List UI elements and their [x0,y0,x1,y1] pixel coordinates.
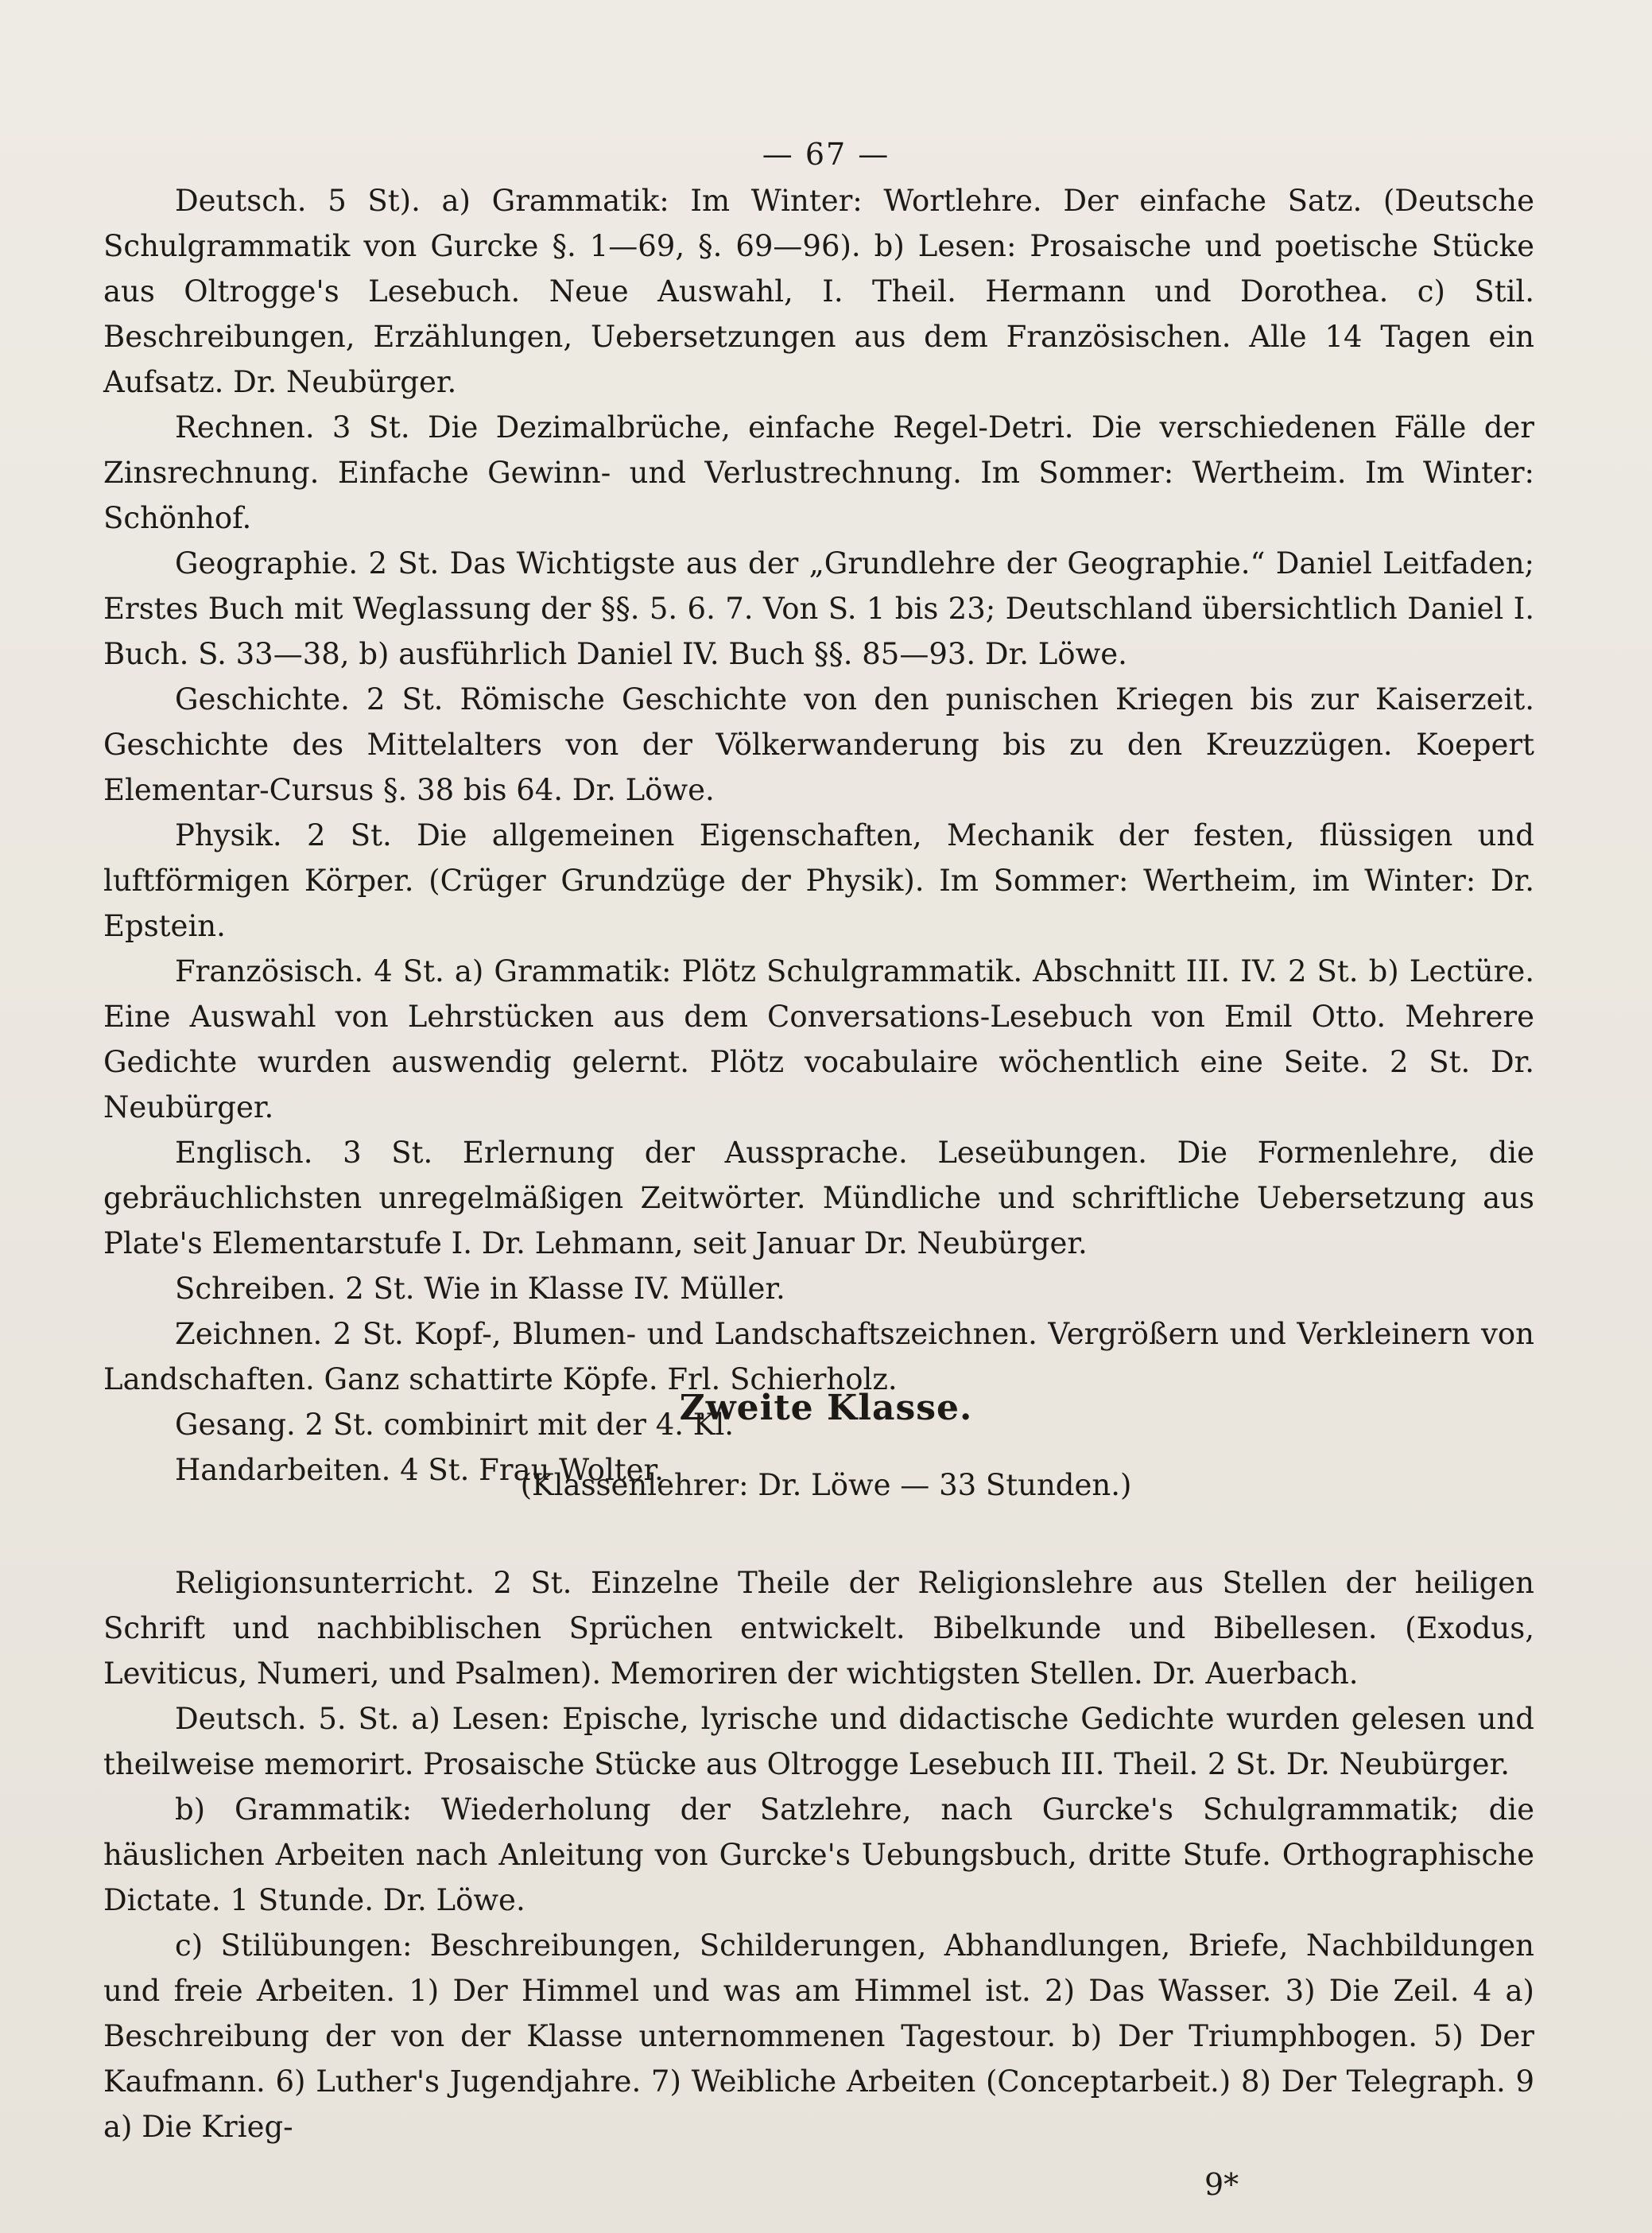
paragraph-rechnen: Rechnen. 3 St. Die Dezimalbrüche, einfache Regel-Detri. Die verschiedenen Fälle der Zinsrechnung. Einfache Gewinn- und Verlustrechnung. Im Sommer: Wertheim. Im Winter: Schönhof. [103,410,1534,535]
paragraph-deutsch-grammatik: b) Grammatik: Wiederholung der Satzlehre, nach Gurcke's Schulgrammatik; die häuslichen Arbeiten nach Anleitung von Gurcke's Uebungsbuch, dritte Stufe. Orthographische Dictate. 1 Stunde. Dr. Löwe. [103,1792,1534,1917]
paragraph-physik: Physik. 2 St. Die allgemeinen Eigenschaften, Mechanik der festen, flüssigen und luftförmigen Körper. (Crüger Grundzüge der Physik). Im Sommer: Wertheim, im Winter: Dr. Epstein. [103,818,1534,943]
paragraph-handarbeiten: Handarbeiten. 4 St. Frau Wolter. [175,1453,664,1487]
section-heading: Zweite Klasse. [679,1388,973,1428]
curriculum-second-class [103,1560,1534,2150]
paragraph-franzoesisch: Französisch. 4 St. a) Grammatik: Plötz Schulgrammatik. Abschnitt III. IV. 2 St. b) Lectüre. Eine Auswahl von Lehrstücken aus dem Conversations-Lesebuch von Emil Otto. Mehrere Gedichte wurden auswendig gelernt. Plötz vocabulaire wöchentlich eine Seite. 2 St. Dr. Neubürger. [103,954,1534,1124]
paragraph-geschichte: Geschichte. 2 St. Römische Geschichte von den punischen Kriegen bis zur Kaiserzeit. Geschichte des Mittelalters von der Völkerwanderung bis zu den Kreuzzügen. Koepert Elementar-Cursus §. 38 bis 64. Dr. Löwe. [103,682,1534,807]
paragraph-religion: Religionsunterricht. 2 St. Einzelne Theile der Religionslehre aus Stellen der heiligen Schrift und nachbiblischen Sprüchen entwickelt. Bibelkunde und Bibellesen. (Exodus, Leviticus, Numeri, und Psalmen). Memoriren der wichtigsten Stellen. Dr. Auerbach. [103,1566,1534,1691]
paragraph-zeichnen: Zeichnen. 2 St. Kopf-, Blumen- und Landschaftszeichnen. Vergrößern und Verkleinern von Landschaften. Ganz schattirte Köpfe. Frl. Schierholz. [103,1317,1534,1396]
paragraph-schreiben: Schreiben. 2 St. Wie in Klasse IV. Müller. [175,1272,785,1306]
paragraph-geographie: Geographie. 2 St. Das Wichtigste aus der „Grundlehre der Geographie.“ Daniel Leitfaden; Erstes Buch mit Weglassung der §§. 5. 6. 7. Von S. 1 bis 23; Deutschland übersichtlich Daniel I. Buch. S. 33—38, b) ausführlich Daniel IV. Buch §§. 85—93. Dr. Löwe. [103,546,1534,671]
paragraph-deutsch-stil: c) Stilübungen: Beschreibungen, Schilderungen, Abhandlungen, Briefe, Nachbildungen und freie Arbeiten. 1) Der Himmel und was am Himmel ist. 2) Das Wasser. 3) Die Zeil. 4 a) Beschreibung der von der Klasse unternommenen Tagestour. b) Der Triumphbogen. 5) Der Kaufmann. 6) Luther's Jugendjahre. 7) Weibliche Arbeiten (Conceptarbeit.) 8) Der Telegraph. 9 a) Die Krieg- [103,1928,1534,2144]
section-subheading: (Klassenlehrer: Dr. Löwe — 33 Stunden.) [520,1468,1132,1502]
signature-mark: 9* [1204,2167,1239,2202]
paragraph-deutsch-lesen: Deutsch. 5. St. a) Lesen: Epische, lyrische und didactische Gedichte wurden gelesen und theilweise memorirt. Prosaische Stücke aus Oltrogge Lesebuch III. Theil. 2 St. Dr. Neubürger. [103,1702,1534,1781]
paragraph-deutsch: Deutsch. 5 St). a) Grammatik: Im Winter: Wortlehre. Der einfache Satz. (Deutsche Schulgrammatik von Gurcke §. 1—69, §. 69—96). b) Lesen: Prosaische und poetische Stücke aus Oltrogge's Lesebuch. Neue Auswahl, I. Theil. Hermann und Dorothea. c) Stil. Beschreibungen, Erzählungen, Uebersetzungen aus dem Französischen. Alle 14 Tagen ein Aufsatz. Dr. Neubürger. [103,184,1534,399]
page-number: — 67 — [762,137,890,172]
paragraph-gesang: Gesang. 2 St. combinirt mit der 4. Kl. [175,1408,735,1442]
paragraph-englisch: Englisch. 3 St. Erlernung der Aussprache. Leseübungen. Die Formenlehre, die gebräuchlichsten unregelmäßigen Zeitwörter. Mündliche und schriftliche Uebersetzung aus Plate's Elementarstufe I. Dr. Lehmann, seit Januar Dr. Neubürger. [103,1136,1534,1260]
curriculum-third-class-continued [103,178,1534,1493]
